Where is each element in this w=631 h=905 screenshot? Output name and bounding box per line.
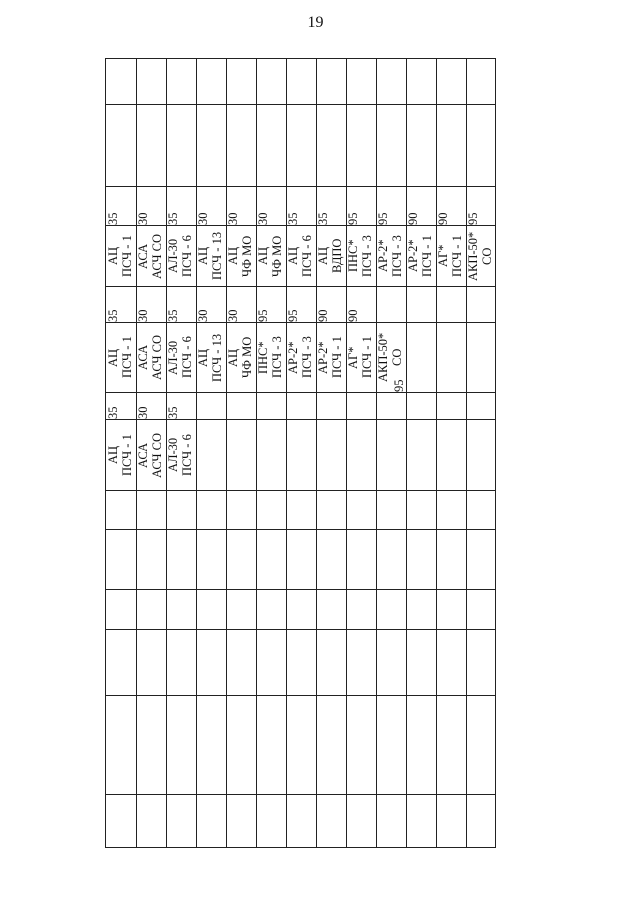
group1-unit: АЦ ПСЧ - 1 (106, 434, 134, 476)
group2-time: 95 (392, 379, 406, 392)
group3-time: 35 (286, 212, 300, 225)
group2-unit: АЦ ПСЧ - 1 (106, 336, 134, 379)
group3-time: 35 (166, 212, 180, 225)
group3-time: 30 (226, 212, 240, 225)
row-separator (436, 59, 437, 847)
group3-unit: ПНС* ПСЧ - 3 (346, 235, 374, 277)
row-separator (226, 59, 227, 847)
group3-unit: АГ* ПСЧ - 1 (436, 235, 464, 277)
group3-unit: АЦ ЧФ МО (256, 235, 284, 277)
column-separator (106, 695, 495, 696)
group3-time: 30 (196, 212, 210, 225)
group3-unit: АР-2* ПСЧ - 1 (406, 235, 434, 277)
group3-time: 95 (346, 212, 360, 225)
group2-unit: АЦ ПСЧ - 13 (196, 333, 224, 382)
group3-unit: АСА АСЧ СО (136, 233, 164, 279)
group3-time: 95 (466, 212, 480, 225)
row-separator (466, 59, 467, 847)
group3-time: 30 (136, 212, 150, 225)
group3-unit: АЦ ЧФ МО (226, 235, 254, 277)
group2-unit: АСА АСЧ СО (136, 334, 164, 381)
row-separator (286, 59, 287, 847)
group1-unit: АСА АСЧ СО (136, 432, 164, 478)
group2-time: 30 (136, 309, 150, 322)
group2-unit: АР-2* ПСЧ - 1 (316, 336, 344, 379)
group2-time: 30 (196, 309, 210, 322)
group3-time: 90 (406, 212, 420, 225)
column-separator (106, 529, 495, 530)
group3-time: 30 (256, 212, 270, 225)
group3-time: 35 (316, 212, 330, 225)
column-separator (106, 490, 495, 491)
column-separator (106, 629, 495, 630)
group3-time: 95 (376, 212, 390, 225)
row-separator (346, 59, 347, 847)
group2-time: 95 (286, 309, 300, 322)
group3-time: 35 (106, 212, 120, 225)
group1-time: 30 (136, 406, 150, 419)
group3-unit: АЦ ПСЧ - 6 (286, 235, 314, 277)
group2-unit: АКП-50* СО (376, 332, 404, 383)
group2-time: 30 (226, 309, 240, 322)
group2-time: 95 (256, 309, 270, 322)
group3-unit: АР-2* ПСЧ - 3 (376, 235, 404, 277)
group3-unit: АКП-50* СО (466, 231, 494, 281)
group2-time: 90 (316, 309, 330, 322)
group2-unit: АР-2* ПСЧ - 3 (286, 336, 314, 379)
row-separator (316, 59, 317, 847)
group2-unit: ПНС* ПСЧ - 3 (256, 336, 284, 379)
column-separator (106, 589, 495, 590)
group1-time: 35 (106, 406, 120, 419)
row-separator (376, 59, 377, 847)
row-separator (406, 59, 407, 847)
group3-unit: АЦ ПСЧ - 13 (196, 231, 224, 281)
group1-unit: АЛ-30 ПСЧ - 6 (166, 434, 194, 476)
row-separator (196, 59, 197, 847)
group3-unit: АЦ ПСЧ - 1 (106, 235, 134, 277)
column-separator (106, 104, 495, 105)
group2-unit: АГ* ПСЧ - 1 (346, 336, 374, 379)
group3-unit: АЦ ВДПО (316, 238, 344, 274)
page-number: 19 (307, 14, 324, 31)
group2-time: 35 (166, 309, 180, 322)
group2-unit: АЦ ЧФ МО (226, 336, 254, 379)
group2-time: 90 (346, 309, 360, 322)
group1-time: 35 (166, 406, 180, 419)
row-separator (256, 59, 257, 847)
column-separator (106, 794, 495, 795)
group2-unit: АЛ-30 ПСЧ - 6 (166, 336, 194, 379)
group3-unit: АЛ-30 ПСЧ - 6 (166, 235, 194, 277)
group3-time: 90 (436, 212, 450, 225)
rotated-table (105, 58, 496, 848)
group2-time: 35 (106, 309, 120, 322)
